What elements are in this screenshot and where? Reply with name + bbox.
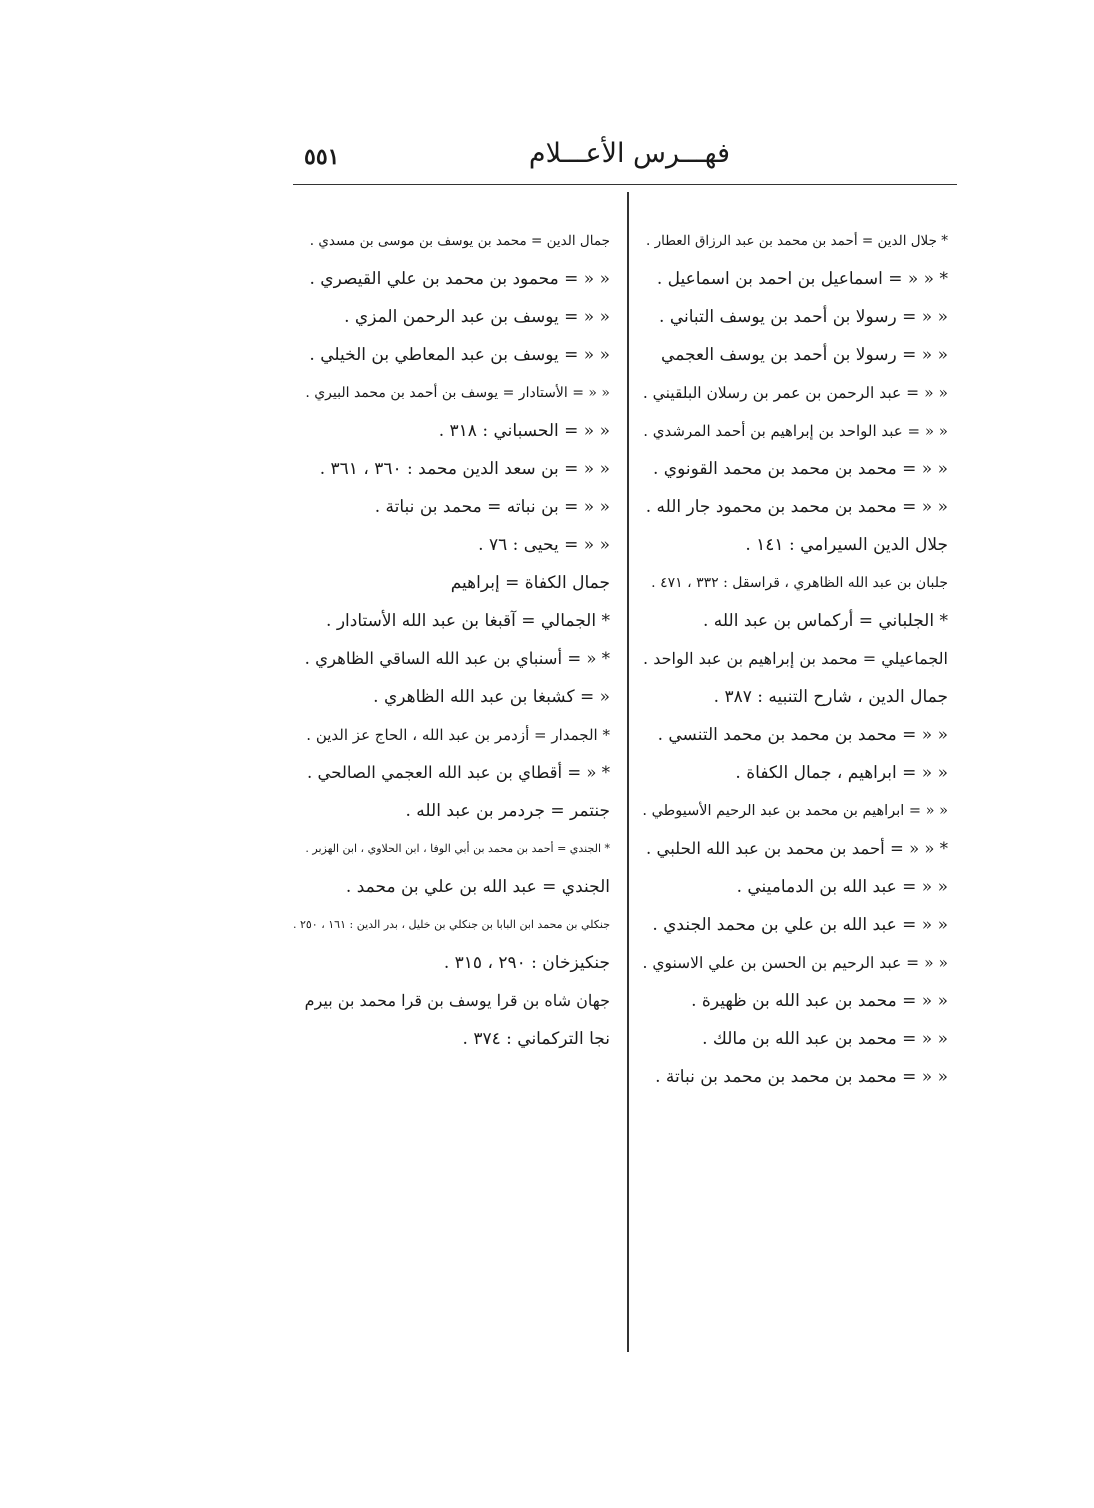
index-entry: « « = محمد بن عبد الله بن مالك .	[702, 1029, 948, 1049]
index-entry: « « = محمد بن محمد بن محمد بن نباتة .	[655, 1067, 948, 1087]
index-entry: جمال الدين ، شارح التنبيه : ٣٨٧ .	[713, 687, 948, 707]
index-entry: « « = بن سعد الدين محمد : ٣٦٠ ، ٣٦١ .	[319, 459, 610, 479]
page-title: فهـــرس الأعـــلام	[528, 138, 730, 169]
index-entry: * الجمدار = أزدمر بن عبد الله ، الحاج عز الدين .	[306, 726, 610, 744]
index-entry: « « = رسولا بن أحمد بن يوسف التباني .	[659, 307, 948, 327]
index-entry: * « = أسنباي بن عبد الله الساقي الظاهري .	[304, 649, 610, 668]
index-entry: « « = عبد الرحيم بن الحسن بن علي الاسنوي .	[642, 954, 948, 972]
index-entry: نجا التركماني : ٣٧٤ .	[462, 1029, 610, 1049]
index-entry: « « = يحيى : ٧٦ .	[478, 535, 610, 555]
index-entry: * الجمالي = آقبغا بن عبد الله الأستادار .	[326, 611, 610, 631]
index-entry: الجماعيلي = محمد بن إبراهيم بن عبد الواحد .	[643, 649, 948, 668]
index-entry: « « = الأستادار = يوسف بن أحمد بن محمد البيري .	[305, 385, 610, 401]
index-entry: جلبان بن عبد الله الظاهري ، قراسقل : ٣٣٢ ، ٤٧١ .	[651, 575, 948, 591]
index-entry: الجندي = عبد الله بن علي بن محمد .	[345, 877, 610, 897]
index-entry: « « = رسولا بن أحمد بن يوسف العجمي	[661, 345, 948, 365]
index-entry: « « = يوسف بن عبد الرحمن المزي .	[344, 307, 610, 327]
page-header	[290, 138, 960, 186]
index-entry: * الجلباني = أركماس بن عبد الله .	[703, 611, 948, 631]
index-entry: * « « = اسماعيل بن احمد بن اسماعيل .	[656, 269, 948, 289]
index-entry: جنكيزخان : ٢٩٠ ، ٣١٥ .	[443, 953, 610, 973]
index-entry: « « = عبد الرحمن بن عمر بن رسلان البلقيني .	[642, 384, 948, 402]
index-entry: « « = محمد بن محمد بن محمود جار الله .	[645, 497, 948, 517]
column-divider	[627, 192, 629, 1352]
index-entry: « « = ابراهيم بن محمد بن عبد الرحيم الأسيوطي .	[642, 803, 948, 819]
index-entry: جمال الدين = محمد بن يوسف بن موسى بن مسدي .	[309, 233, 610, 249]
index-entry: جنكلي بن محمد ابن البابا بن جنكلي بن خليل ، بدر الدين : ١٦١ ، ٢٥٠ .	[292, 918, 610, 931]
index-entry: « « = ابراهيم ، جمال الكفاة .	[735, 763, 948, 783]
index-entry: « « = محمد بن عبد الله بن ظهيرة .	[691, 991, 948, 1011]
index-entry: « « = محمود بن محمد بن علي القيصري .	[309, 269, 610, 289]
index-entry: « « = محمد بن محمد بن محمد التنسي .	[657, 725, 948, 745]
index-entry: جنتمر = جردمر بن عبد الله .	[405, 801, 610, 821]
header-rule	[293, 184, 957, 185]
index-entry: جمال الكفاة = إبراهيم	[450, 573, 610, 593]
index-entry: « « = محمد بن محمد بن محمد القونوي .	[652, 459, 948, 479]
index-entry: « « = عبد الواحد بن إبراهيم بن أحمد المرشدي .	[643, 422, 948, 440]
index-entry: « « = الحسباني : ٣١٨ .	[438, 421, 610, 441]
right-column	[642, 222, 948, 1096]
index-entry: « « = عبد الله بن علي بن محمد الجندي .	[652, 915, 948, 935]
index-entry: « « = عبد الله بن الدماميني .	[736, 877, 948, 897]
index-entry: * الجندي = أحمد بن محمد بن أبي الوفا ، ابن الحلاوي ، ابن الهزبر .	[305, 842, 610, 855]
index-entry: * جلال الدين = أحمد بن محمد بن عبد الرزاق العطار .	[646, 233, 948, 249]
index-entry: « « = بن نباته = محمد بن نباتة .	[374, 497, 610, 517]
index-entry: * « = أقطاي بن عبد الله العجمي الصالحي .	[306, 763, 610, 782]
index-entry: * « « = أحمد بن محمد بن عبد الله الحلبي .	[645, 839, 948, 858]
index-entry: جهان شاه بن قرا يوسف بن قرا محمد بن بيرم	[304, 991, 610, 1010]
index-entry: جلال الدين السيرامي : ١٤١ .	[745, 535, 948, 555]
left-column	[292, 222, 610, 1058]
index-entry: « = كشبغا بن عبد الله الظاهري .	[373, 687, 610, 707]
index-entry: « « = يوسف بن عبد المعاطي بن الخيلي .	[309, 345, 610, 365]
page-number: ٥٥١	[304, 144, 340, 170]
